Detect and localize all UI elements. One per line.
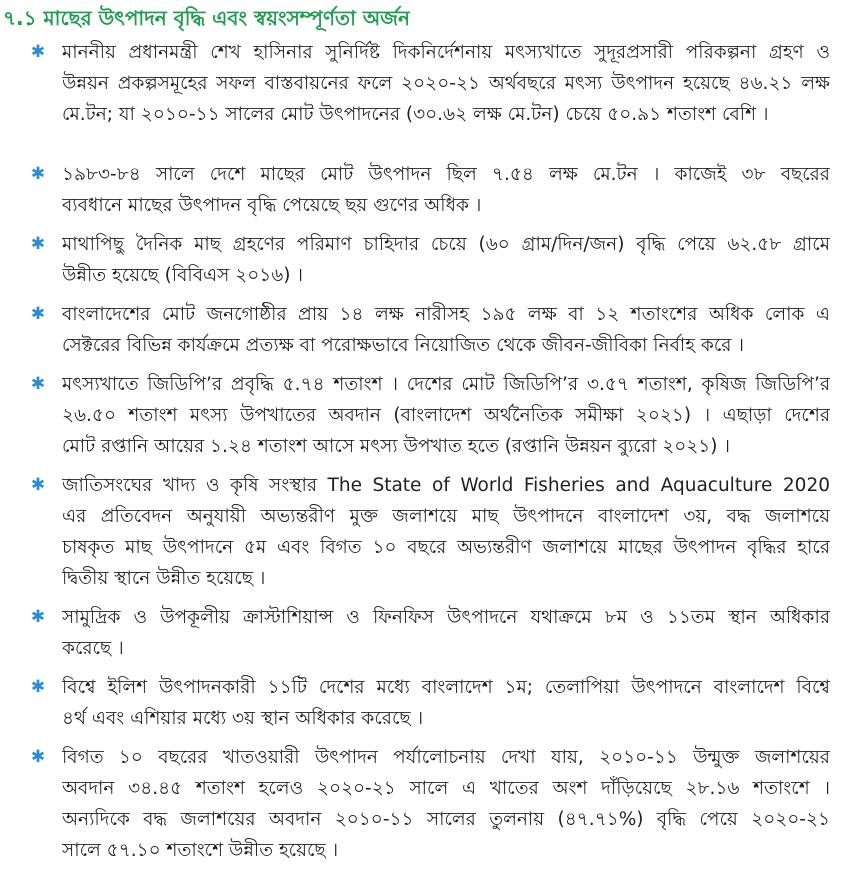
bullet-text-line: ৪র্থ এবং এশিয়ার মধ্যে ৩য় স্থান অধিকার করেছে ।: [62, 708, 424, 729]
bullet-item: [62, 672, 830, 734]
bullet-text-line: বিশ্বে ইলিশ উৎপাদনকারী ১১টি দেশের মধ্যে বাংলাদেশ ১ম; তেলাপিয়া উৎপাদনে বাংলাদেশ বিশ্বে: [62, 677, 830, 698]
bullet-list: [0, 37, 857, 873]
bullet-text-line: অন্যদিকে বদ্ধ জলাশয়ের অবদান ২০১০-১১ সালের তুলনায় (৪৭.৭১%) বৃদ্ধি পেয়ে ২০২০-২১: [62, 809, 830, 830]
bullet-text-line: সামুদ্রিক ও উপকূলীয় ক্রাস্টাশিয়ান্স ও ফিনফিস উৎপাদনে যথাক্রমে ৮ম ও ১১তম স্থান অধিকার: [62, 607, 830, 628]
bullet-text-line: উন্নীত হয়েছে (বিবিএস ২০১৬) ।: [62, 265, 303, 286]
asterisk-bullet-icon: [28, 602, 48, 633]
bullet-text-line: মাননীয় প্রধানমন্ত্রী শেখ হাসিনার সুনির্দিষ্ট দিকনির্দেশনায় মৎস্যখাতে সুদূরপ্রসারী পরিকল্পনা গ্রহণ ও: [62, 42, 830, 63]
bullet-item: [62, 229, 830, 291]
bullet-text-line: করেছে ।: [62, 638, 124, 659]
bullet-item: [62, 299, 830, 361]
asterisk-bullet-icon: [28, 229, 48, 260]
asterisk-bullet-icon: [28, 672, 48, 703]
asterisk-bullet-icon: [28, 159, 48, 190]
bullet-text-line: অবদান ৩৪.৪৫ শতাংশ হলেও ২০২০-২১ সালে এ খাতের অংশ দাঁড়িয়েছে ২৮.১৬ শতাংশে ।: [62, 778, 830, 799]
bullet-text-line: চাষকৃত মাছ উৎপাদনে ৫ম এবং বিগত ১০ বছরে অভ্যন্তরীণ জলাশয়ে মাছের উৎপাদন বৃদ্ধির হারে: [62, 537, 830, 558]
bullet-item: [62, 602, 830, 664]
bullet-text-line: এর প্রতিবেদন অনুযায়ী অভ্যন্তরীণ মুক্ত জলাশয়ে মাছ উৎপাদনে বাংলাদেশ ৩য়, বদ্ধ জলাশয়ে: [62, 506, 830, 527]
bullet-item: [62, 159, 830, 221]
bullet-text-line: দ্বিতীয় স্থানে উন্নীত হয়েছে ।: [62, 568, 266, 589]
bullet-item: [62, 37, 830, 130]
bullet-text-line: ১৯৮৩-৮৪ সালে দেশে মাছের মোট উৎপাদন ছিল ৭.৫৪ লক্ষ মে.টন । কাজেই ৩৮ বছরের: [62, 164, 830, 185]
asterisk-bullet-icon: [28, 742, 48, 773]
bullet-text-line: সেক্টরের বিভিন্ন কার্যক্রমে প্রত্যক্ষ বা পরোক্ষভাবে নিয়োজিত থেকে জীবন-জীবিকা নির্বাহ করে ।: [62, 335, 744, 356]
bullet-text-line: সালে ৫৭.১০ শতাংশে উন্নীত হয়েছে ।: [62, 840, 339, 861]
asterisk-bullet-icon: [28, 369, 48, 400]
bullet-text-line: মাথাপিছু দৈনিক মাছ গ্রহণের পরিমাণ চাহিদার চেয়ে (৬০ গ্রাম/দিন/জন) বৃদ্ধি পেয়ে ৬২.৫৮ গ্রামে: [62, 234, 830, 255]
bullet-text-line: মৎস্যখাতে জিডিপি’র প্রবৃদ্ধি ৫.৭৪ শতাংশ । দেশের মোট জিডিপি’র ৩.৫৭ শতাংশ, কৃষিজ জিডিপি’র: [62, 374, 830, 395]
asterisk-bullet-icon: [28, 37, 48, 68]
bullet-text-line: ব্যবধানে মাছের উৎপাদন বৃদ্ধি পেয়েছে ছয় গুণের অধিক ।: [62, 195, 482, 216]
bullet-item: [62, 742, 830, 866]
bullet-text-line: মোট রপ্তানি আয়ের ১.২৪ শতাংশ আসে মৎস্য উপখাত হতে (রপ্তানি উন্নয়ন ব্যুরো ২০২১) ।: [62, 436, 731, 457]
bullet-text-line: মে.টন; যা ২০১০-১১ সালের মোট উৎপাদনের (৩০.৬২ লক্ষ মে.টন) চেয়ে ৫০.৯১ শতাংশ বেশি ।: [62, 104, 769, 125]
bullet-text-line: উন্নয়ন প্রকল্পসমূহের সফল বাস্তবায়নের ফলে ২০২০-২১ অর্থবছরে মৎস্য উৎপাদন হয়েছে ৪৬.২১ লক্ষ: [62, 73, 830, 94]
bullet-text-line: ২৬.৫০ শতাংশ মৎস্য উপখাতের অবদান (বাংলাদেশ অর্থনৈতিক সমীক্ষা ২০২১) । এছাড়া দেশের: [62, 405, 830, 426]
bullet-item: [62, 470, 830, 594]
section-heading: ৭.১ মাছের উৎপাদন বৃদ্ধি এবং স্বয়ংসম্পূর্ণতা অর্জন: [3, 6, 410, 30]
asterisk-bullet-icon: [28, 470, 48, 501]
asterisk-bullet-icon: [28, 299, 48, 330]
bullet-item: [62, 369, 830, 462]
bullet-text-line: বাংলাদেশের মোট জনগোষ্ঠীর প্রায় ১৪ লক্ষ নারীসহ ১৯৫ লক্ষ বা ১২ শতাংশের অধিক লোক এ: [62, 304, 830, 325]
bullet-text-line: জাতিসংঘের খাদ্য ও কৃষি সংস্থার The State of World Fisheries and Aquaculture 2020: [62, 475, 830, 496]
bullet-text-line: বিগত ১০ বছরের খাতওয়ারী উৎপাদন পর্যালোচনায় দেখা যায়, ২০১০-১১ উন্মুক্ত জলাশয়ের: [62, 747, 830, 768]
